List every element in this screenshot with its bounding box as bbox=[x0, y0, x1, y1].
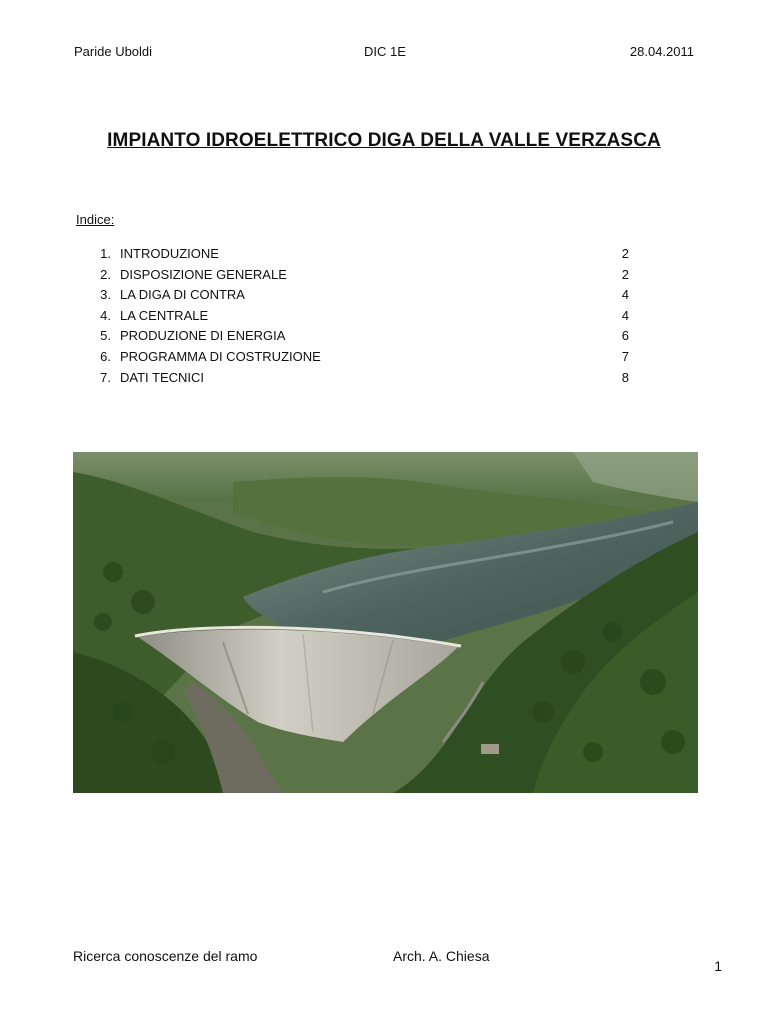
toc-page: 2 bbox=[621, 246, 629, 261]
document-title: IMPIANTO IDROELETTRICO DIGA DELLA VALLE VERZASCA bbox=[107, 130, 661, 151]
toc-page: 4 bbox=[621, 287, 629, 303]
header-author: Paride Uboldi bbox=[74, 44, 153, 59]
toc-title: DISPOSIZIONE GENERALE bbox=[120, 266, 287, 282]
toc-item bbox=[95, 326, 635, 347]
toc-title: LA CENTRALE bbox=[120, 307, 209, 323]
table-of-contents bbox=[95, 244, 635, 388]
toc-number: 1. bbox=[100, 246, 111, 261]
toc-number: 5. bbox=[100, 328, 111, 344]
toc-page: 6 bbox=[621, 328, 629, 344]
dam-photo bbox=[73, 452, 698, 793]
toc-item bbox=[95, 368, 635, 389]
toc-number: 3. bbox=[100, 287, 111, 303]
toc-number: 6. bbox=[100, 348, 111, 364]
dam-illustration bbox=[73, 452, 698, 793]
index-label: Indice: bbox=[76, 212, 115, 227]
page-number: 1 bbox=[714, 958, 722, 974]
toc-page: 4 bbox=[621, 307, 629, 323]
toc-title: PROGRAMMA DI COSTRUZIONE bbox=[120, 348, 321, 364]
header-date: 28.04.2011 bbox=[629, 44, 694, 59]
toc-item bbox=[95, 265, 635, 286]
toc-number: 4. bbox=[100, 307, 111, 323]
toc-title: PRODUZIONE DI ENERGIA bbox=[120, 328, 286, 344]
toc-item bbox=[95, 285, 635, 306]
header-course: DIC 1E bbox=[364, 44, 406, 59]
toc-page: 2 bbox=[621, 266, 629, 282]
toc-number: 7. bbox=[100, 369, 111, 385]
footer-author: Arch. A. Chiesa bbox=[393, 948, 490, 964]
toc-number: 2. bbox=[100, 266, 111, 282]
footer-left-text: Ricerca conoscenze del ramo bbox=[73, 948, 258, 964]
toc-title: DATI TECNICI bbox=[120, 369, 205, 385]
toc-page: 8 bbox=[621, 369, 629, 385]
toc-title: LA DIGA DI CONTRA bbox=[120, 287, 245, 303]
toc-title: INTRODUZIONE bbox=[120, 246, 219, 261]
toc-page: 7 bbox=[621, 348, 629, 364]
toc-item bbox=[95, 306, 635, 327]
toc-item bbox=[95, 347, 635, 368]
toc-item bbox=[95, 244, 635, 265]
